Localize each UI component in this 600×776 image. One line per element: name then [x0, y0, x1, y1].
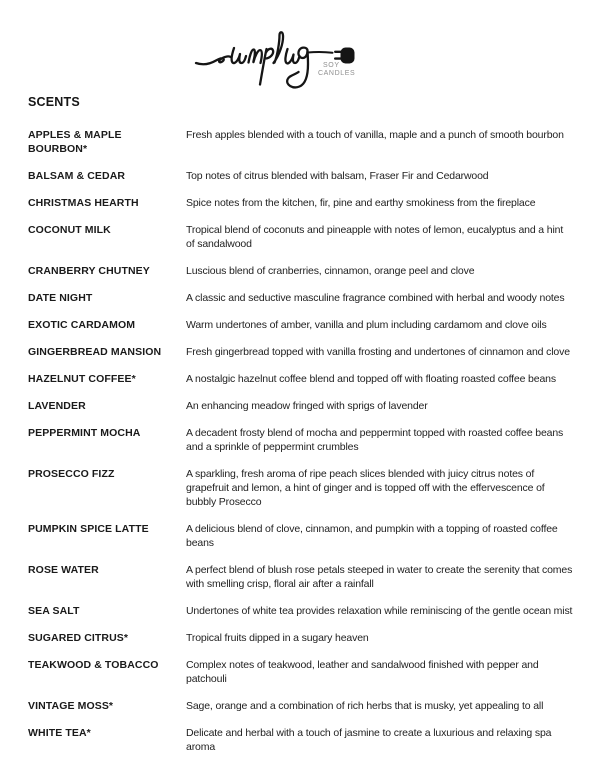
scent-row	[28, 372, 574, 386]
scent-row	[28, 604, 574, 618]
scent-description: Sage, orange and a combination of rich herbs that is musky, yet appealing to all	[186, 700, 544, 712]
scent-row	[28, 291, 574, 305]
scent-row	[28, 631, 574, 645]
scent-description: Undertones of white tea provides relaxation while reminiscing of the gentle ocean mist	[186, 605, 573, 617]
unplug-script-art	[193, 12, 363, 96]
scents-section	[28, 95, 574, 754]
scent-name: SEA SALT	[28, 605, 80, 617]
scent-name: CRANBERRY CHUTNEY	[28, 265, 150, 277]
scent-description: A classic and seductive masculine fragrance combined with herbal and woody notes	[186, 292, 565, 304]
scent-description: Delicate and herbal with a touch of jasmine to create a luxurious and relaxing spa aroma	[186, 727, 552, 753]
cord-line	[308, 52, 333, 53]
scent-row	[28, 726, 574, 754]
scent-name: VINTAGE MOSS*	[28, 700, 114, 712]
scents-list	[28, 128, 574, 754]
scent-name: LAVENDER	[28, 400, 86, 412]
scent-description: Fresh gingerbread topped with vanilla frosting and undertones of cinnamon and clove	[186, 346, 570, 358]
scent-description: Top notes of citrus blended with balsam, Fraser Fir and Cedarwood	[186, 170, 489, 182]
scent-name: BALSAM & CEDAR	[28, 170, 126, 182]
scent-row	[28, 264, 574, 278]
scent-row	[28, 467, 574, 509]
scent-description: Luscious blend of cranberries, cinnamon, orange peel and clove	[186, 265, 475, 277]
scent-name: DATE NIGHT	[28, 292, 93, 304]
scent-row	[28, 699, 574, 713]
script-word-path	[196, 32, 308, 87]
scent-name: HAZELNUT COFFEE*	[28, 373, 136, 385]
scent-name: PUMPKIN SPICE LATTE	[28, 523, 149, 535]
scent-row	[28, 658, 574, 686]
logo-subtitle-candles: CANDLES	[318, 70, 356, 77]
scent-description: An enhancing meadow fringed with sprigs of lavender	[186, 400, 428, 412]
scent-description: A nostalgic hazelnut coffee blend and topped off with floating roasted coffee beans	[186, 373, 556, 385]
scent-description: Spice notes from the kitchen, fir, pine and earthy smokiness from the fireplace	[186, 197, 536, 209]
scent-description: Fresh apples blended with a touch of vanilla, maple and a punch of smooth bourbon	[186, 129, 564, 141]
scent-name: ROSE WATER	[28, 564, 99, 576]
scent-row	[28, 196, 574, 210]
unplug-logo	[193, 12, 363, 96]
scent-description: Warm undertones of amber, vanilla and plum including cardamom and clove oils	[186, 319, 547, 331]
scent-description: Tropical blend of coconuts and pineapple with notes of lemon, eucalyptus and a hint of sandalwood	[186, 224, 564, 250]
scent-description: A decadent frosty blend of mocha and peppermint topped with roasted coffee beans and a sprinkle of peppermint crumbles	[186, 427, 564, 453]
scent-name: PEPPERMINT MOCHA	[28, 427, 141, 439]
scent-description: A sparkling, fresh aroma of ripe peach slices blended with juicy citrus notes of grapefruit and lemon, a hint of ginger and is topped off with the effervescence of bubbly Prosecco	[186, 468, 545, 508]
scent-row	[28, 522, 574, 550]
scent-name: APPLES & MAPLE BOURBON*	[28, 129, 122, 155]
scent-description: A delicious blend of clove, cinnamon, and pumpkin with a topping of roasted coffee beans	[186, 523, 558, 549]
scent-name: GINGERBREAD MANSION	[28, 346, 162, 358]
scent-row	[28, 318, 574, 332]
page-title: SCENTS	[28, 95, 80, 109]
scent-name: COCONUT MILK	[28, 224, 111, 236]
scent-row	[28, 128, 574, 156]
scent-name: WHITE TEA*	[28, 727, 91, 739]
scent-name: SUGARED CITRUS*	[28, 632, 129, 644]
scent-name: PROSECCO FIZZ	[28, 468, 115, 480]
scent-description: A perfect blend of blush rose petals steeped in water to create the serenity that comes with smelling crisp, floral air after a rainfall	[186, 564, 573, 590]
scent-row	[28, 169, 574, 183]
scent-name: TEAKWOOD & TOBACCO	[28, 659, 159, 671]
scent-description: Tropical fruits dipped in a sugary heaven	[186, 632, 369, 644]
scent-name: CHRISTMAS HEARTH	[28, 197, 139, 209]
scent-row	[28, 345, 574, 359]
scent-row	[28, 223, 574, 251]
scent-row	[28, 563, 574, 591]
scent-name: EXOTIC CARDAMOM	[28, 319, 136, 331]
scent-description: Complex notes of teakwood, leather and sandalwood finished with pepper and patchouli	[186, 659, 539, 685]
scent-row	[28, 426, 574, 454]
scent-row	[28, 399, 574, 413]
logo-subtitle	[318, 62, 355, 78]
logo-subtitle-soy: SOY	[323, 62, 340, 69]
